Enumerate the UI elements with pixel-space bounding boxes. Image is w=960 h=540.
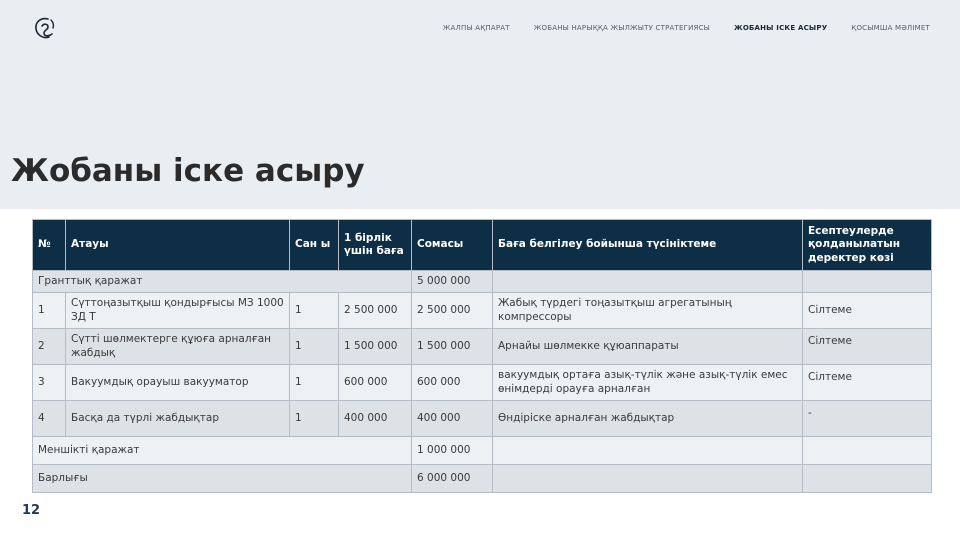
grant-funds-comment <box>493 271 803 293</box>
row-name: Сүтті шөлмектерге құюға арналған жабдық <box>66 329 290 365</box>
column-header-sum: Сомасы <box>412 220 493 271</box>
row-quantity: 1 <box>290 293 339 329</box>
grant-funds-source <box>803 271 932 293</box>
row-number: 2 <box>33 329 66 365</box>
nav-item-general-info[interactable]: ЖАЛПЫ АҚПАРАТ <box>442 24 510 32</box>
own-funds-label: Меншікті қаражат <box>33 437 412 465</box>
total-source <box>803 465 932 493</box>
table-row <box>33 365 932 401</box>
row-source-link[interactable]: Сілтеме <box>803 365 932 401</box>
row-comment: Арнайы шөлмекке құюаппараты <box>493 329 803 365</box>
row-name: Вакуумдық орауыш вакууматор <box>66 365 290 401</box>
table-header-row <box>33 220 932 271</box>
table-row-grant-funds <box>33 271 932 293</box>
table-row-total <box>33 465 932 493</box>
row-quantity: 1 <box>290 365 339 401</box>
budget-table-wrapper <box>32 219 931 493</box>
column-header-name: Атауы <box>66 220 290 271</box>
column-header-number: № <box>33 220 66 271</box>
column-header-comment: Баға белгілеу бойынша түсініктеме <box>493 220 803 271</box>
budget-table <box>32 219 932 493</box>
row-source-link[interactable]: Сілтеме <box>803 293 932 329</box>
own-funds-sum: 1 000 000 <box>412 437 493 465</box>
row-number: 4 <box>33 401 66 437</box>
top-navigation <box>443 24 930 32</box>
own-funds-source <box>803 437 932 465</box>
table-row <box>33 329 932 365</box>
row-sum: 400 000 <box>412 401 493 437</box>
grant-funds-label: Гранттық қаражат <box>33 271 412 293</box>
column-header-source: Есептеулерде қолданылатын деректер көзі <box>803 220 932 271</box>
nav-item-additional-info[interactable]: ҚОСЫМША МӘЛІМЕТ <box>851 24 930 32</box>
grant-funds-sum: 5 000 000 <box>412 271 493 293</box>
row-unit-price: 400 000 <box>339 401 412 437</box>
total-label: Барлығы <box>33 465 412 493</box>
row-source: - <box>803 401 932 437</box>
row-source-link[interactable]: Сілтеме <box>803 329 932 365</box>
total-comment <box>493 465 803 493</box>
row-name: Басқа да түрлі жабдықтар <box>66 401 290 437</box>
nav-item-marketing-strategy[interactable]: ЖОБАНЫ НАРЫҚҚА ЖЫЛЖЫТУ СТРАТЕГИЯСЫ <box>533 24 711 32</box>
row-sum: 2 500 000 <box>412 293 493 329</box>
row-name: Сүттоңазытқыш қондырғысы МЗ 1000 ЗД Т <box>66 293 290 329</box>
nav-item-project-implementation[interactable]: ЖОБАНЫ ІСКЕ АСЫРУ <box>734 24 828 32</box>
row-unit-price: 2 500 000 <box>339 293 412 329</box>
page-title: Жобаны іске асыру <box>11 153 365 189</box>
table-row <box>33 293 932 329</box>
column-header-unit-price: 1 бірлік үшін баға <box>339 220 412 271</box>
row-comment: Өндіріске арналған жабдықтар <box>493 401 803 437</box>
swirl-logo-icon <box>33 16 57 42</box>
column-header-quantity: Сан ы <box>290 220 339 271</box>
row-number: 3 <box>33 365 66 401</box>
row-quantity: 1 <box>290 329 339 365</box>
page-number: 12 <box>22 503 41 518</box>
row-comment: Жабық түрдегі тоңазытқыш агрегатының компрессоры <box>493 293 803 329</box>
row-unit-price: 1 500 000 <box>339 329 412 365</box>
row-comment: вакуумдық ортаға азық-түлік және азық-түлік емес өнімдерді орауға арналған <box>493 365 803 401</box>
row-number: 1 <box>33 293 66 329</box>
total-sum: 6 000 000 <box>412 465 493 493</box>
row-sum: 1 500 000 <box>412 329 493 365</box>
row-quantity: 1 <box>290 401 339 437</box>
own-funds-comment <box>493 437 803 465</box>
table-row <box>33 401 932 437</box>
table-row-own-funds <box>33 437 932 465</box>
row-sum: 600 000 <box>412 365 493 401</box>
row-unit-price: 600 000 <box>339 365 412 401</box>
